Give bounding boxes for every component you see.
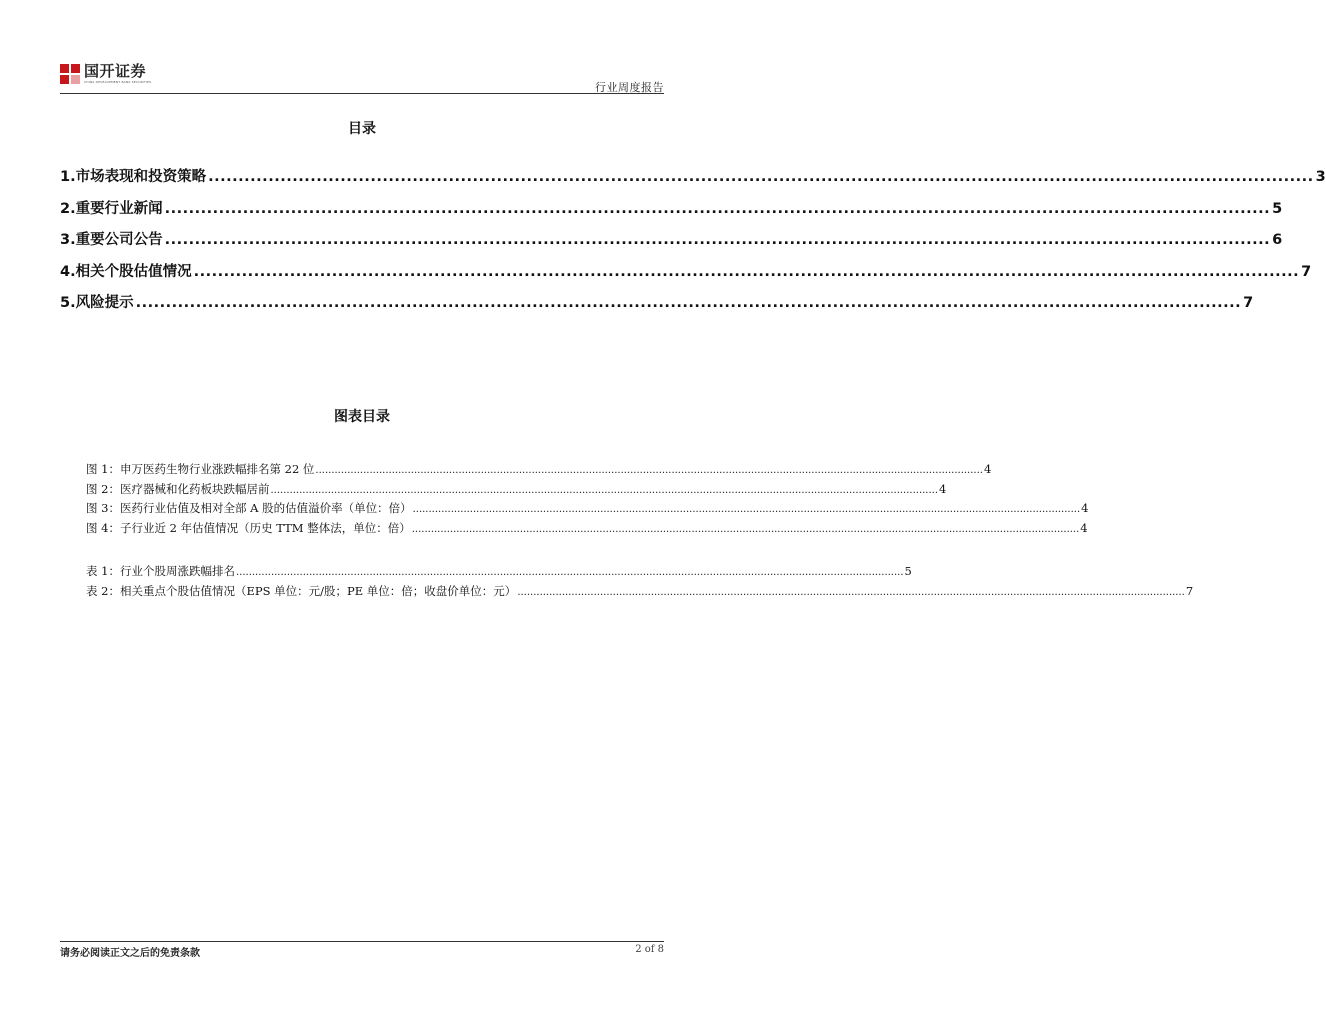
toc-entry[interactable] [60, 291, 1254, 323]
toc-entry-page: 6 [1272, 232, 1283, 248]
footer-divider [60, 941, 664, 942]
toc-entry[interactable] [60, 228, 1283, 260]
table-entry-page: 7 [1185, 583, 1194, 598]
figure-entry-label: 图 4：子行业近 2 年估值情况（历史 TTM 整体法，单位：倍） [86, 520, 411, 535]
table-entry-label: 表 2：相关重点个股估值情况（EPS 单位：元/股；PE 单位：倍；收盘价单位：元） [86, 583, 517, 598]
header-divider [60, 93, 664, 94]
toc-entry-page: 5 [1272, 200, 1283, 217]
toc-entry-page: 7 [1301, 263, 1312, 280]
table-leader-dots: .................................................................................................................................................................................................................. [235, 567, 904, 578]
footer-disclaimer: 请务必阅读正文之后的免责条款 [60, 948, 200, 959]
company-logo [60, 62, 151, 88]
toc-entry-label: 5.风险提示 [60, 295, 134, 311]
toc-entry-page: 3 [1315, 169, 1326, 185]
toc-entry[interactable] [60, 165, 1326, 197]
table-entry-page: 5 [904, 564, 912, 578]
figure-list [86, 461, 1089, 539]
toc-entry-label: 2.重要行业新闻 [60, 200, 163, 217]
toc-entry-label: 4.相关个股估值情况 [60, 263, 192, 280]
figure-entry[interactable] [86, 461, 992, 481]
toc-entry[interactable] [60, 260, 1312, 292]
figure-entry-page: 4 [1080, 520, 1088, 535]
table-entry[interactable] [86, 583, 1194, 603]
footer-page-number: 2 of 8 [635, 944, 664, 955]
toc-entry-label: 3.重要公司公告 [60, 232, 163, 248]
table-list [86, 563, 1194, 602]
toc-entry-page: 7 [1243, 295, 1254, 311]
figure-entry-page: 4 [939, 481, 947, 496]
figure-entry-label: 图 3：医药行业估值及相对全部 A 股的估值溢价率（单位：倍） [86, 501, 412, 515]
toc-leader-dots: ........................................................................................................................................................................................ [208, 169, 1314, 185]
page-header [60, 62, 664, 94]
figure-leader-dots: .................................................................................................................................................................................................................. [270, 484, 939, 496]
toc-leader-dots: ........................................................................................................................................................................................ [164, 200, 1271, 217]
figure-entry-page: 4 [983, 462, 992, 476]
table-leader-dots: .................................................................................................................................................................................................................. [517, 586, 1185, 598]
figure-entry-label: 图 2：医疗器械和化药板块跌幅居前 [86, 481, 270, 496]
logo-subtitle: CHINA DEVELOPMENT BANK SECURITIES [84, 80, 152, 84]
toc-leader-dots: ........................................................................................................................................................................................ [135, 295, 1242, 311]
figure-entry[interactable] [86, 520, 1088, 540]
report-type-label: 行业周度报告 [595, 81, 664, 94]
toc-entry[interactable] [60, 197, 1283, 229]
toc-leader-dots: ........................................................................................................................................................................................ [164, 232, 1271, 248]
figure-leader-dots: .................................................................................................................................................................................................................. [412, 504, 1081, 515]
figure-entry[interactable] [86, 500, 1089, 520]
logo-mark-icon [60, 64, 80, 84]
figure-leader-dots: .................................................................................................................................................................................................................. [315, 465, 983, 476]
table-of-contents [60, 165, 1326, 323]
toc-entry-label: 1.市场表现和投资策略 [60, 169, 207, 185]
table-entry-label: 表 1：行业个股周涨跌幅排名 [86, 564, 235, 578]
logo-name: 国开证券 [84, 62, 147, 80]
toc-leader-dots: ........................................................................................................................................................................................ [193, 263, 1300, 280]
figure-entry-label: 图 1：申万医药生物行业涨跌幅排名第 22 位 [86, 462, 315, 476]
figure-leader-dots: .................................................................................................................................................................................................................. [411, 523, 1080, 535]
figure-toc-title: 图表目录 [334, 409, 390, 425]
figure-entry[interactable] [86, 481, 947, 501]
table-entry[interactable] [86, 563, 912, 583]
toc-title: 目录 [348, 121, 376, 137]
figure-entry-page: 4 [1081, 501, 1089, 515]
